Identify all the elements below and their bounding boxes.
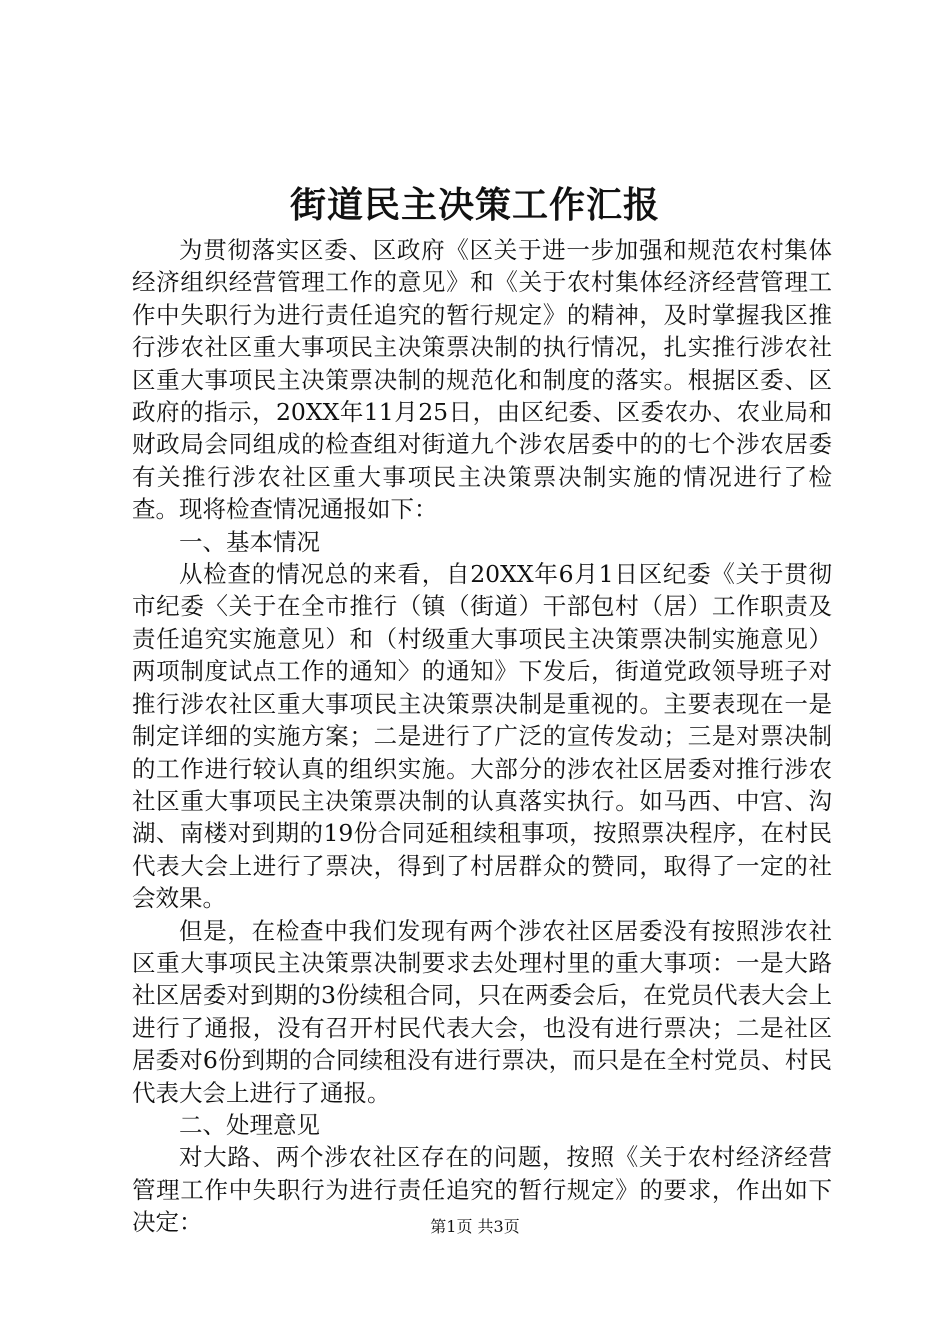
intro-paragraph: 为贯彻落实区委、区政府《区关于进一步加强和规范农村集体经济组织经营管理工作的意见》和《关于农村集体经济经营管理工作中失职行为进行责任追究的暂行规定》的精神，及时掌握我区推行涉农社区重大事项民主决策票决制的执行情况，扎实推行涉农社区重大事项民主决策票决制的规范化和制度的落实。根据区委、区政府的指示，20XX年11月25日，由区纪委、区委农办、农业局和财政局会同组成的检查组对街道九个涉农居委中的的七个涉农居委有关推行涉农社区重大事项民主决策票决制实施的情况进行了检查。现将检查情况通报如下：: [132, 236, 832, 524]
section-heading-handling-opinions: 二、处理意见: [179, 1110, 320, 1139]
handling-opinions-paragraph: 对大路、两个涉农社区存在的问题，按照《关于农村经济经营管理工作中失职行为进行责任追究的暂行规定》的要求，作出如下决定：: [132, 1143, 832, 1237]
document-title: 街道民主决策工作汇报: [289, 184, 660, 226]
problems-paragraph: 但是，在检查中我们发现有两个涉农社区居委没有按照涉农社区重大事项民主决策票决制要求去处理村里的重大事项：一是大路社区居委对到期的3份续租合同，只在两委会后，在党员代表大会上进行了通报，没有召开村民代表大会，也没有进行票决；二是社区居委对6份到期的合同续租没有进行票决，而只是在全村党员、村民代表大会上进行了通报。: [132, 916, 832, 1107]
basic-situation-paragraph: 从检查的情况总的来看，自20XX年6月1日区纪委《关于贯彻市纪委〈关于在全市推行（镇（街道）干部包村（居）工作职责及责任追究实施意见）和（村级重大事项民主决策票决制实施意见）两项制度试点工作的通知〉的通知》下发后，街道党政领导班子对推行涉农社区重大事项民主决策票决制是重视的。主要表现在一是制定详细的实施方案；二是进行了广泛的宣传发动；三是对票决制的工作进行较认真的组织实施。大部分的涉农社区居委对推行涉农社区重大事项民主决策票决制的认真落实执行。如马西、中宫、沟湖、南楼对到期的19份合同延租续租事项，按照票决程序，在村民代表大会上进行了票决，得到了村居群众的赞同，取得了一定的社会效果。: [132, 560, 832, 913]
page-footer: 第1页 共3页: [430, 1217, 520, 1236]
section-heading-basic-situation: 一、基本情况: [179, 527, 320, 556]
document-body: [132, 234, 832, 1239]
